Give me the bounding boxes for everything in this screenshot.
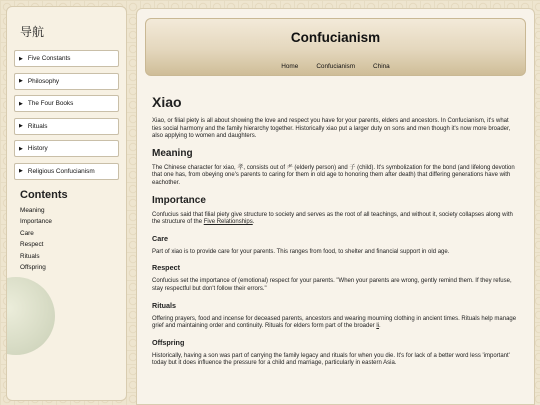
care-paragraph: Part of xiao is to provide care for your parents. This ranges from food, to shelter and financial support in old age. [152,248,450,255]
site-header [145,18,526,76]
meaning-paragraph: The Chinese character for xiao, 孝, consists out of 耂 (elderly person) and 子 (child). It's symbolization for the bond (and lifelong devotion that one has, from obeying one's parents to caring for them in old age to honoring them after death) that differing generations have with eachother. [152,164,515,186]
meaning-heading: Meaning [152,147,193,159]
sidebar-item-five-constants[interactable] [14,50,119,67]
offspring-paragraph: Historically, having a son was part of carrying the family legacy and rituals for when you die. It's for lack of a better word less 'important' today but it does influence the pressure for a child and marriage, particularly in eastern Asia. [152,352,510,367]
rituals-heading: Rituals [152,300,176,310]
triangle-right-icon: ▶ [19,55,23,62]
rituals-text: Offering prayers, food and incense for deceased parents, ancestors and wearing mourning clothing in ancient times. Rituals help manage grief and maintaining order and continuity. Rituals for elders form part of the broader [152,315,517,330]
sidebar-item-history[interactable] [14,140,119,157]
li-link[interactable]: li [376,323,380,330]
toc-link-offspring[interactable]: Offspring [20,264,46,271]
nav-link-china[interactable]: China [373,63,390,70]
rituals-text-end: . [379,323,381,330]
rituals-paragraph [152,316,519,331]
sidebar-item-label: Philosophy [27,77,60,85]
toc-link-respect[interactable]: Respect [20,241,44,249]
sidebar-item-label: Rituals [27,122,48,130]
triangle-right-icon: ▶ [19,145,23,152]
contents-title: Contents [20,188,68,201]
sidebar-item-label: Five Constants [27,55,71,62]
sidebar-item-label: Religious Confucianism [27,167,95,175]
toc-link-importance[interactable]: Importance [20,218,52,226]
triangle-right-icon: ▶ [19,168,23,175]
nav-link-home[interactable]: Home [281,63,299,70]
toc-link-care[interactable]: Care [20,229,34,237]
sidebar-item-four-books[interactable] [14,95,119,112]
sidebar-item-religious-confucianism[interactable] [14,163,119,180]
sidebar [6,6,127,401]
importance-paragraph [152,212,519,227]
respect-paragraph: Confucius set the importance of (emotional) respect for your parents. "When your parents are wrong, gently remind them. If they refuse, stay respectful but don't follow their errors." [152,278,512,292]
nav-link-confucianism[interactable]: Confucianism [316,63,356,70]
care-heading: Care [152,233,168,243]
importance-heading: Importance [152,194,206,206]
top-nav [146,63,525,70]
sidebar-item-label: History [27,145,48,153]
triangle-right-icon: ▶ [19,78,23,85]
sidebar-item-philosophy[interactable] [14,73,119,90]
decorative-disc [6,277,55,355]
intro-paragraph: Xiao, or filial piety is all about showing the love and respect you have for your parents, elders and ancestors. In Confucianism, it's what ties social harmony and the family hierarchy together. Historically xiao put a larger duty on sons and men though it's now more broader, also applying to women and daughters. [152,118,511,140]
respect-heading: Respect [152,263,180,273]
toc-link-meaning[interactable]: Meaning [20,206,45,214]
toc-link-rituals[interactable]: Rituals [20,252,40,260]
sidebar-nav-title: 导航 [20,25,45,39]
article [145,76,526,368]
importance-text: Confucius said that filial piety give structure to society and serves as the root of all teachings, and without it, society collapses along with the structure of the [152,211,513,226]
sidebar-item-rituals[interactable] [14,118,119,135]
main-panel [136,8,535,405]
sidebar-item-label: The Four Books [27,100,74,108]
site-title: Confucianism [290,30,381,45]
five-relationships-link[interactable]: Five Relationships [203,219,253,226]
offspring-heading: Offspring [152,337,185,347]
article-title: Xiao [152,94,182,110]
importance-text-end: . [252,219,255,226]
triangle-right-icon: ▶ [19,123,23,130]
triangle-right-icon: ▶ [19,100,23,107]
